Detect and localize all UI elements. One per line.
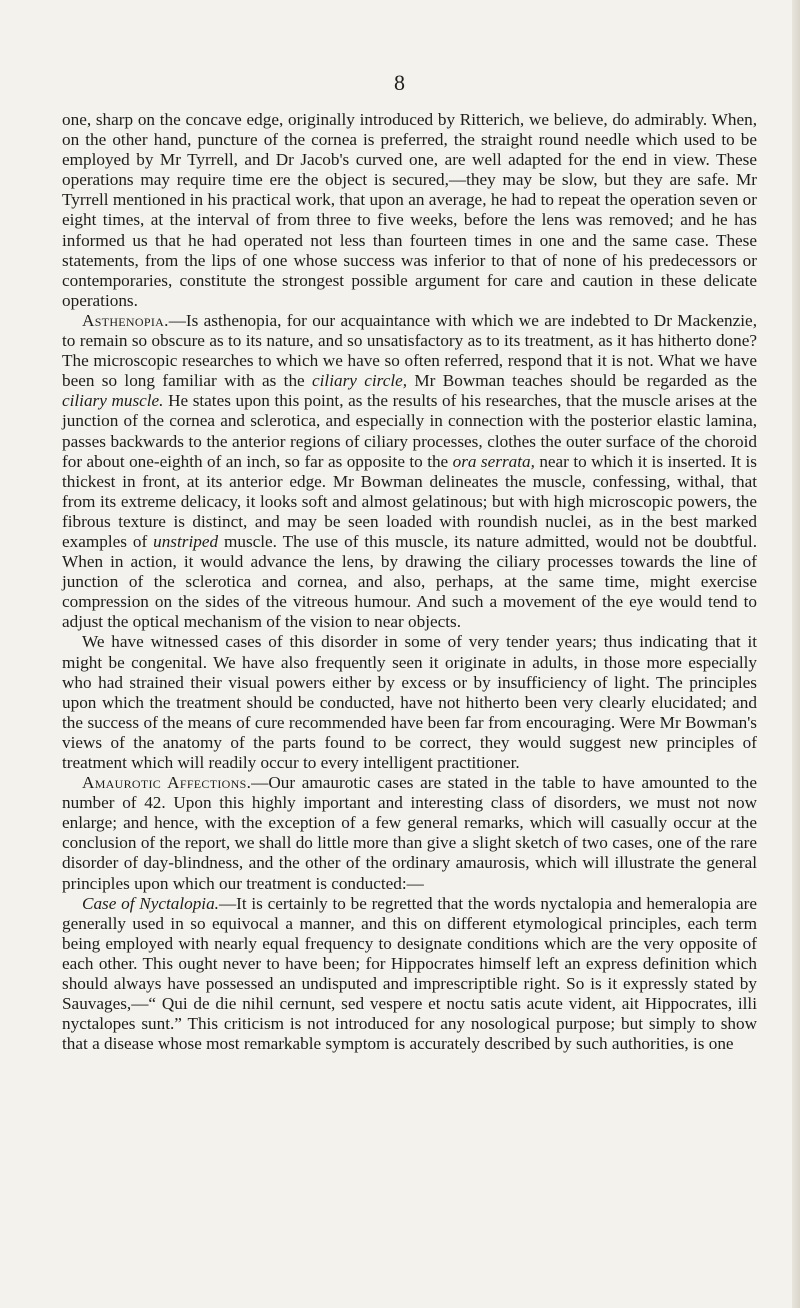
paragraph: [62, 311, 757, 633]
paragraph-text: —Our amaurotic cases are stated in the table to have amounted to the number of 42. Upon this highly important and interesting class of disorders, we must not now enlarge; and hence, with the exception of a few general remarks, which will casually occur at the conclusion of the report, we shall do little more than give a slight sketch of two cases, one of the rare disorder of day-blindness, and the other of the ordinary amaurosis, which will illustrate the general principles upon which our treatment is conducted:—: [62, 773, 757, 893]
paragraph-text: near to which it is inserted. It is thickest in front, at its anterior edge. Mr Bowman delineates the muscle, confessing, withal, that from its extreme delicacy, it looks soft and almost gelatinous; but with high microscopic powers, the fibrous texture is distinct, and may be seen loaded with roundish nuclei, as in the best marked examples of: [62, 451, 757, 551]
italic-term: ciliary circle,: [312, 371, 408, 391]
paragraph: [62, 894, 757, 1055]
italic-term: Case of Nyctalopia.: [82, 893, 219, 913]
section-heading: Asthenopia.: [82, 310, 169, 330]
paragraph: [62, 773, 757, 894]
paragraph-text: He states upon this point, as the results of his researches, that the muscle arises at the junction of the cornea and sclerotica, and especially in connection with the posterior elastic lamina, passes backwards to the anterior regions of ciliary processes, clothes the outer surface of the choroid for about one-eighth of an inch, so far as opposite to the: [62, 391, 757, 471]
paragraph-text: —It is certainly to be regretted that the words nyctalopia and hemeralopia are generally used in so equivocal a manner, and this on different etymological principles, each term being employed with nearly equal frequency to designate conditions which are the very opposite of each other. This ought never to have been; for Hippocrates himself left an express definition which should always have possessed an undisputed and imprescriptible right. So is it expressly stated by Sauvages,—“ Qui de die nihil cernunt, sed vespere et noctu satis acute vident, ait Hippocrates, illi nyctalopes sunt.” This criticism is not introduced for any nosological purpose; but simply to show that a disease whose most remarkable symptom is accurately described by such authorities, is one: [62, 893, 757, 1054]
body-text: [62, 110, 757, 1054]
paragraph-text: one, sharp on the concave edge, originally introduced by Ritterich, we believe, do admirably. When, on the other hand, puncture of the cornea is preferred, the straight round needle which used to be employed by Mr Tyrrell, and Dr Jacob's curved one, are well adapted for the end in view. These operations may require time ere the object is secured,—they may be slow, but they are safe. Mr Tyrrell mentioned in his practical work, that upon an average, he had to repeat the operation seven or eight times, at the interval of from three to five weeks, before the lens was removed; and he has informed us that he had operated not less than fourteen times in one and the same case. These statements, from the lips of one whose success was inferior to that of none of his predecessors or contemporaries, constitute the strongest possible argument for care and caution in these delicate operations.: [62, 110, 757, 310]
page-number: 8: [394, 70, 406, 95]
paragraph-text: Mr Bowman teaches should be regarded as the: [407, 371, 757, 391]
italic-term: unstriped: [153, 531, 219, 551]
paragraph-text: —Is asthenopia, for our acquaintance with which we are indebted to Dr Mackenzie, to remain so obscure as to its nature, and so unsatisfactory as to its treatment, as it has hitherto done? The microscopic researches to which we have so often referred, respond that it is not. What we have been so long familiar with as the: [62, 310, 757, 391]
paragraph: [62, 632, 757, 773]
paragraph-text: muscle. The use of this muscle, its nature admitted, would not be doubtful. When in action, it would advance the lens, by drawing the ciliary processes towards the line of junction of the sclerotica and cornea, and also, perhaps, at the same time, might exercise compression on the sides of the vitreous humour. And such a movement of the eye would tend to adjust the optical mechanism of the vision to near objects.: [62, 531, 757, 632]
italic-term: ciliary muscle.: [62, 391, 164, 411]
page-edge-shadow: [792, 0, 800, 1308]
section-heading: Amaurotic Affections.: [82, 773, 252, 793]
paragraph: [62, 110, 757, 311]
italic-term: ora serrata,: [452, 451, 535, 471]
paragraph-text: We have witnessed cases of this disorder in some of very tender years; thus indicating that it might be congenital. We have also frequently seen it originate in adults, in those more especially who had strained their visual powers either by excess or by insufficiency of light. The principles upon which the treatment should be conducted, have not hitherto been very clearly elucidated; and the success of the means of cure recommended have been far from encouraging. Were Mr Bowman's views of the anatomy of the parts found to be correct, they would suggest new principles of treatment which will readily occur to every intelligent practitioner.: [62, 632, 757, 772]
